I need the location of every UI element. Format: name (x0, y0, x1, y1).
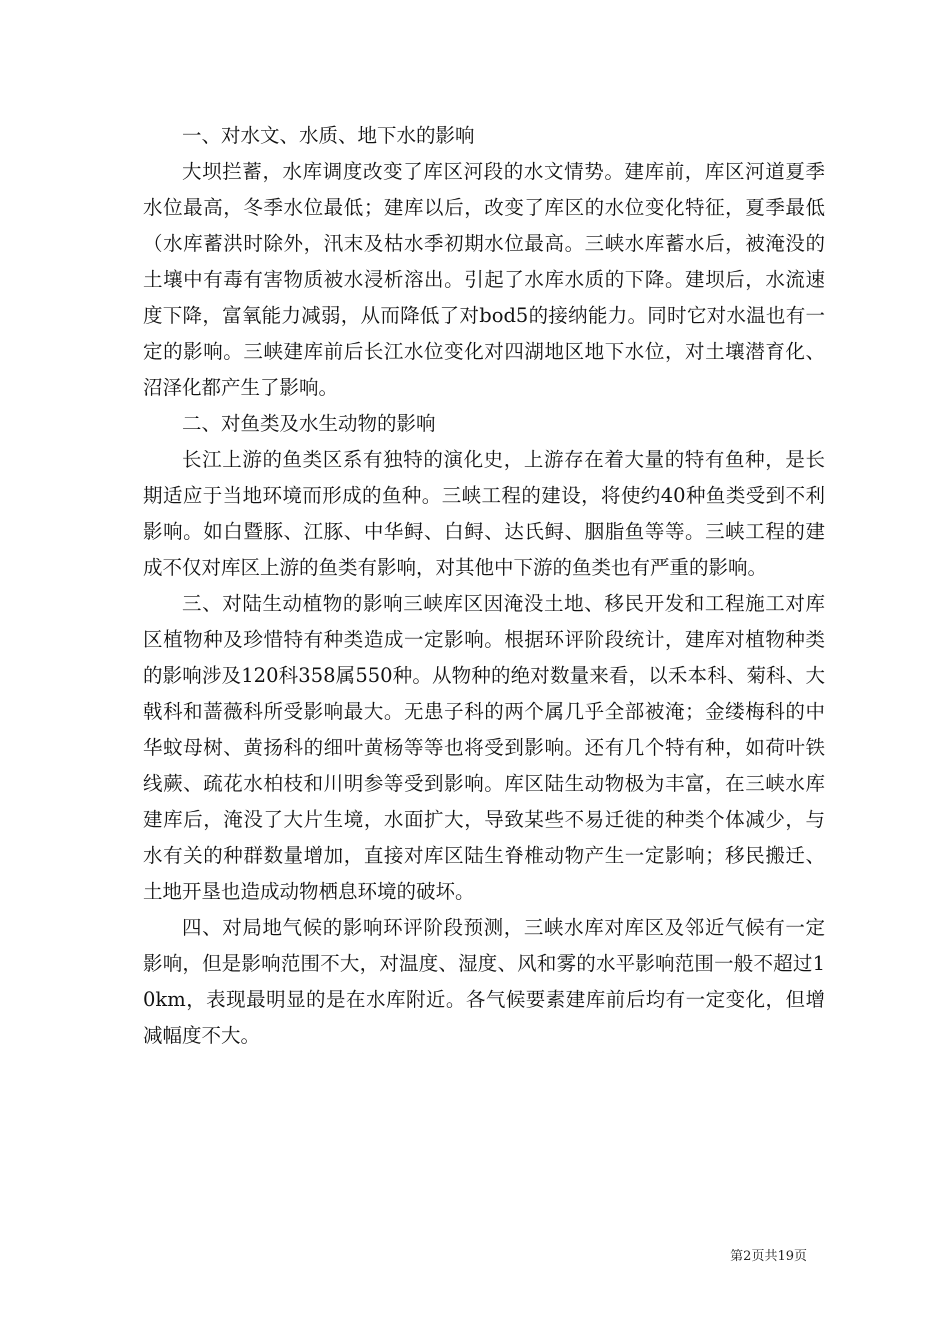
paragraph-terrestrial-life: 三、对陆生动植物的影响三峡库区因淹没土地、移民开发和工程施工对库区植物种及珍惜特有种类造成一定影响。根据环评阶段统计，建库对植物种类的影响涉及120科358属550种。从物种的绝对数量来看，以禾本科、菊科、大戟科和蔷薇科所受影响最大。无患子科的两个属几乎全部被淹；金缕梅科的中华蚊母树、黄扬科的细叶黄杨等等也将受到影响。还有几个特有种，如荷叶铁线蕨、疏花水柏枝和川明参等受到影响。库区陆生动物极为丰富，在三峡水库建库后，淹没了大片生境，水面扩大，导致某些不易迁徙的种类个体减少，与水有关的种群数量增加，直接对库区陆生脊椎动物产生一定影响；移民搬迁、土地开垦也造成动物栖息环境的破坏。 (143, 592, 825, 903)
section-heading-hydrology: 一、对水文、水质、地下水的影响 (182, 124, 475, 147)
page-number-footer: 第2页共19页 (730, 1249, 807, 1264)
paragraph-local-climate: 四、对局地气候的影响环评阶段预测，三峡水库对库区及邻近气候有一定影响，但是影响范围不大，对温度、湿度、风和雾的水平影响范围一般不超过10km，表现最明显的是在水库附近。各气候要素建库前后均有一定变化，但增减幅度不大。 (143, 916, 825, 1047)
section-heading-fish: 二、对鱼类及水生动物的影响 (182, 412, 436, 435)
paragraph-fish: 长江上游的鱼类区系有独特的演化史，上游存在着大量的特有鱼种，是长期适应于当地环境而形成的鱼种。三峡工程的建设，将使约40种鱼类受到不利影响。如白暨豚、江豚、中华鲟、白鲟、达氏鲟、胭脂鱼等等。三峡工程的建成不仅对库区上游的鱼类有影响，对其他中下游的鱼类也有严重的影响。 (143, 448, 825, 579)
paragraph-hydrology: 大坝拦蓄，水库调度改变了库区河段的水文情势。建库前，库区河道夏季水位最高，冬季水位最低；建库以后，改变了库区的水位变化特征，夏季最低（水库蓄洪时除外，汛末及枯水季初期水位最高。三峡水库蓄水后，被淹没的土壤中有毒有害物质被水浸析溶出。引起了水库水质的下降。建坝后，水流速度下降，富氧能力减弱，从而降低了对bod5的接纳能力。同时它对水温也有一定的影响。三峡建库前后长江水位变化对四湖地区地下水位，对土壤潜育化、沼泽化都产生了影响。 (143, 160, 825, 399)
document-body (143, 118, 825, 1054)
